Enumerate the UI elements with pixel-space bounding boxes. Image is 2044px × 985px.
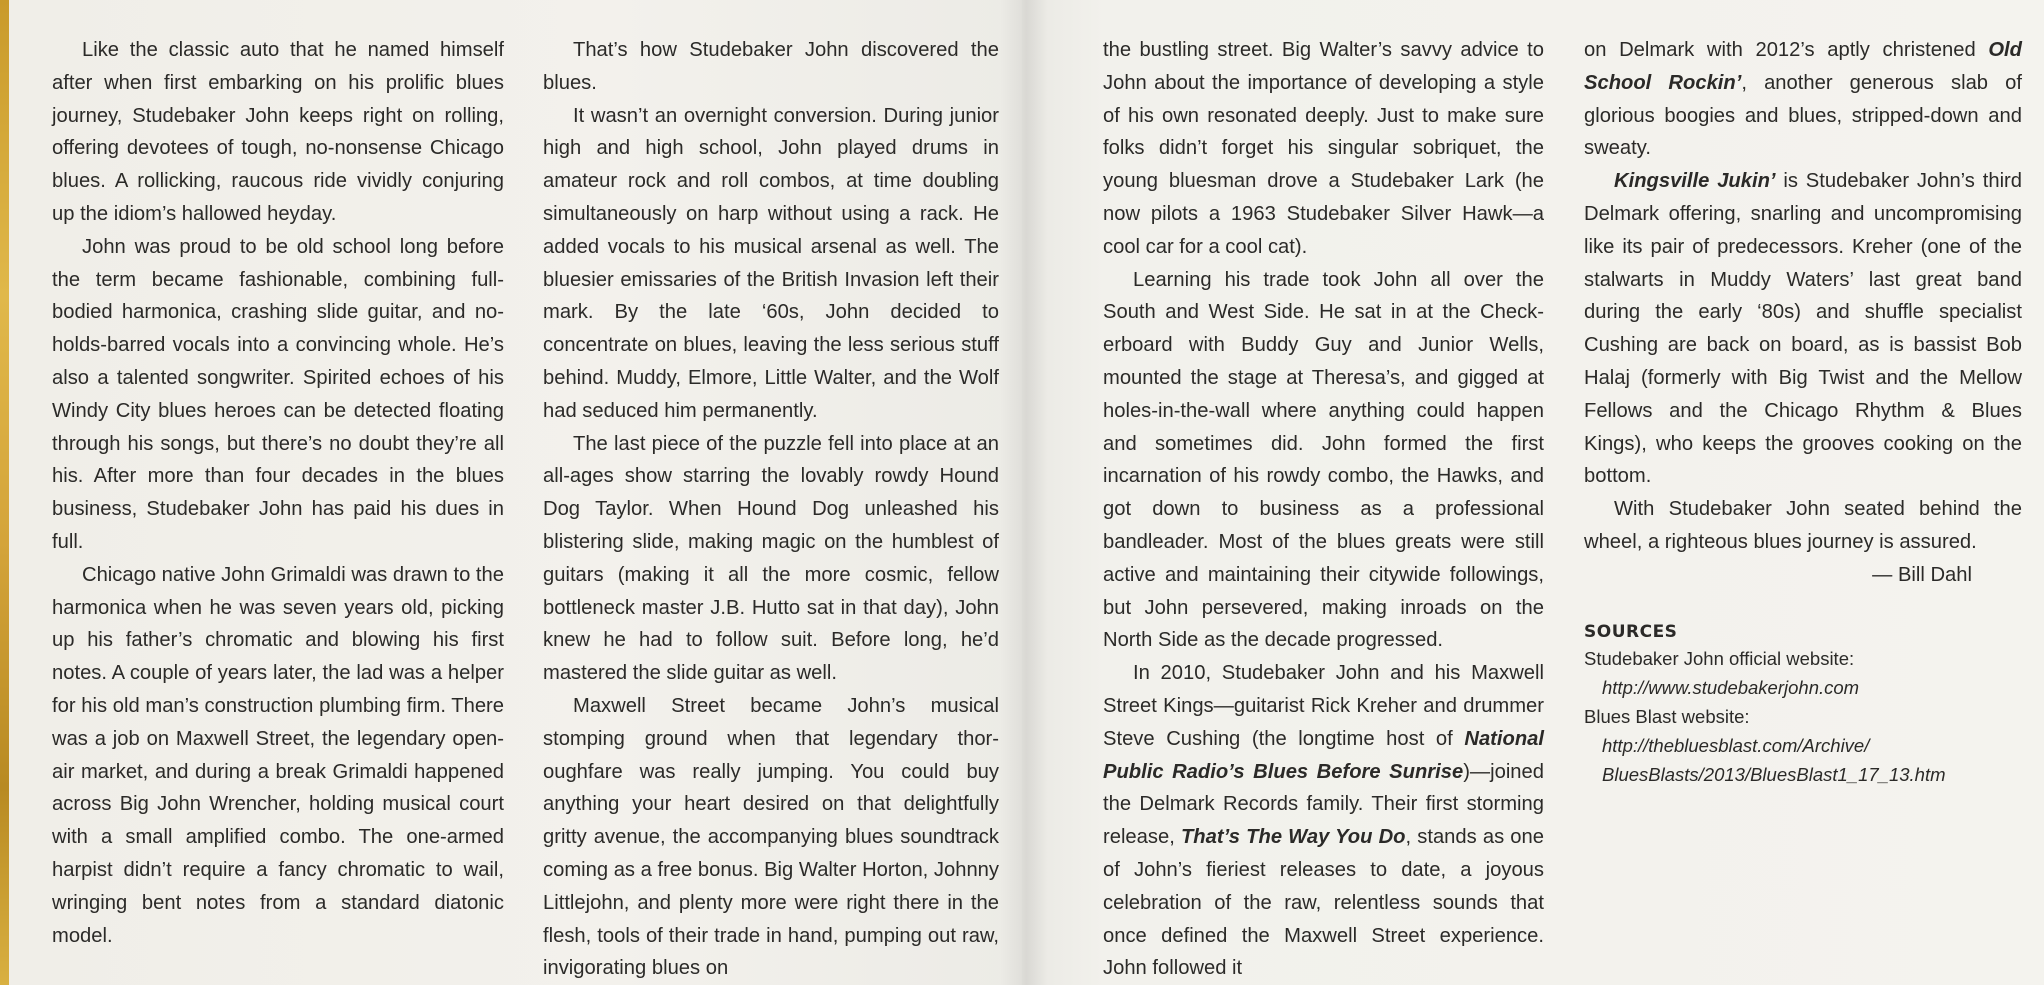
source-label: Blues Blast website: <box>1584 705 1750 727</box>
text-run: )—joined the Delmark Records family. Their first storming release, <box>1103 760 1544 849</box>
sources-list <box>1584 644 2022 789</box>
radio-show-title: National Public Radio’s Blues Before Sunrise <box>1103 727 1544 783</box>
album-title: Old School Rockin’ <box>1584 39 2022 94</box>
paragraph: Like the classic auto that he named himself after when first embarking on his prolific blues journey, Studebaker John keeps right on rolling, offering devotees of tough, no-nonsense Chicago blues. A rollicking, raucous ride vividly conjuring up the idiom’s hallowed heyday. <box>52 39 504 225</box>
text-run: is Studebaker John’s third Delmark offering, snarling and uncompromising like its pair of predecessors. Kreher (one of the stalwarts in Muddy Waters’ last great band during the early ‘80s) and shuffle specialist Cushing are back on board, as is bassist Bob Halaj (formerly with Big Twist and the Mellow Fellows and the Chicago Rhythm & Blues Kings), who keeps the grooves cooking on the bottom. <box>1584 170 2023 488</box>
cover-edge-strip <box>0 0 9 985</box>
paragraph <box>1584 34 2022 165</box>
text-run: In 2010, Studebaker John and his Maxwell Street Kings—guitarist Rick Kreher and drummer Steve Cushing (the longtime host of <box>1103 662 1544 750</box>
author-signature: — Bill Dahl <box>1872 563 1972 586</box>
paragraph: That’s how Studebaker John discovered the blues. <box>543 39 999 94</box>
text-run: on Delmark with 2012’s aptly christened <box>1584 39 1989 61</box>
paragraph: The last piece of the puzzle fell into place at an all-ages show starring the lovably rowdy Hound Dog Taylor. When Hound Dog unleashed his blistering slide, making magic on the humblest of guitars (making it all the more cosmic, fellow bottleneck master J.B. Hutto sat in that day), John knew he had to follow suit. Before long, he’d mastered the slide guitar as well. <box>543 432 999 685</box>
source-url: http://thebluesblast.com/Archive/ BluesBlasts/2013/BluesBlast1_17_13.htm <box>1602 734 1946 785</box>
paragraph: With Studebaker John seated behind the wheel, a righteous blues journey is assured. <box>1584 498 2022 553</box>
paragraph <box>1103 657 1544 985</box>
paragraph: Chicago native John Grimaldi was drawn to the harmonica when he was seven years old, picking up his father’s chromatic and blowing his first notes. A couple of years later, the lad was a helper for his old man’s construction plumbing firm. There was a job on Maxwell Street, the legendary open-air market, and during a break Grimaldi happened across Big John Wrencher, holding musical court with a small amplified combo. The one-armed harpist didn’t require a fancy chromatic to wail, wringing bent notes from a standard diatonic model. <box>52 563 504 947</box>
source-url: http://www.studebakerjohn.com <box>1602 676 1860 698</box>
paragraph <box>1584 165 2022 493</box>
paragraph: Learning his trade took John all over the South and West Side. He sat in at the Checkerboard with Buddy Guy and Junior Wells, mounted the stage at Theresa’s, and gigged at holes-in-the-wall where anything could happen and sometimes did. John formed the first incarnation of his rowdy combo, the Hawks, and got down to business as a professional bandleader. Most of the blues greats were still active and maintaining their citywide followings, but John persevered, making inroads on the North Side as the decade progressed. <box>1103 268 1544 652</box>
text-column-3 <box>1103 34 1544 985</box>
album-title: Kingsville Jukin’ <box>1614 170 1776 193</box>
paragraph: It wasn’t an overnight conversion. During junior high and high school, John played drums in amateur rock and roll combos, at time doubling simultaneously on harp without using a rack. He added vocals to his musical arsenal as well. The bluesier emissaries of the British Invasion left their mark. By the late ‘60s, John decided to concentrate on blues, leaving the less serious stuff behind. Muddy, Elmore, Little Walter, and the Wolf had seduced him permanently. <box>543 104 999 422</box>
sources-heading: SOURCES <box>1584 621 1678 642</box>
text-run: , another generous slab of glorious boogies and blues, stripped-down and sweaty. <box>1584 71 2022 160</box>
source-label: Studebaker John official website: <box>1584 647 1855 669</box>
text-run: , stands as one of John’s fieriest releases to date, a joyous celebration of the raw, relentless sounds that once defined the Maxwell Street experience. John followed it <box>1103 826 1544 980</box>
paragraph: the bustling street. Big Walter’s savvy advice to John about the importance of developing a style of his own resonated deeply. Just to make sure folks didn’t forget his singular sobriquet, the young bluesman drove a Studebaker Lark (he now pilots a 1963 Studebaker Silver Hawk—a cool car for a cool cat). <box>1103 39 1544 258</box>
album-title: That’s The Way You Do <box>1180 826 1406 849</box>
text-column-2 <box>543 34 999 985</box>
paragraph: John was proud to be old school long before the term became fashionable, combining full-bodied harmonica, crashing slide guitar, and no-holds-barred vocals into a convincing whole. He’s also a talented songwriter. Spirited echoes of his Windy City blues heroes can be detected floating through his songs, but there’s no doubt they’re all his. After more than four decades in the blues business, Studebaker John has paid his dues in full. <box>52 235 504 553</box>
text-column-4 <box>1584 34 2022 789</box>
text-column-1 <box>52 34 504 952</box>
paragraph: Maxwell Street became John’s musical stomping ground when that legendary thoroughfare was really jumping. You could buy anything your heart desired on that delightfully gritty avenue, the accompanying blues soundtrack coming as a free bonus. Big Walter Horton, Johnny Littlejohn, and plenty more were right there in the flesh, tools of their trade in hand, pumping out raw, invigorating blues on <box>543 694 999 980</box>
